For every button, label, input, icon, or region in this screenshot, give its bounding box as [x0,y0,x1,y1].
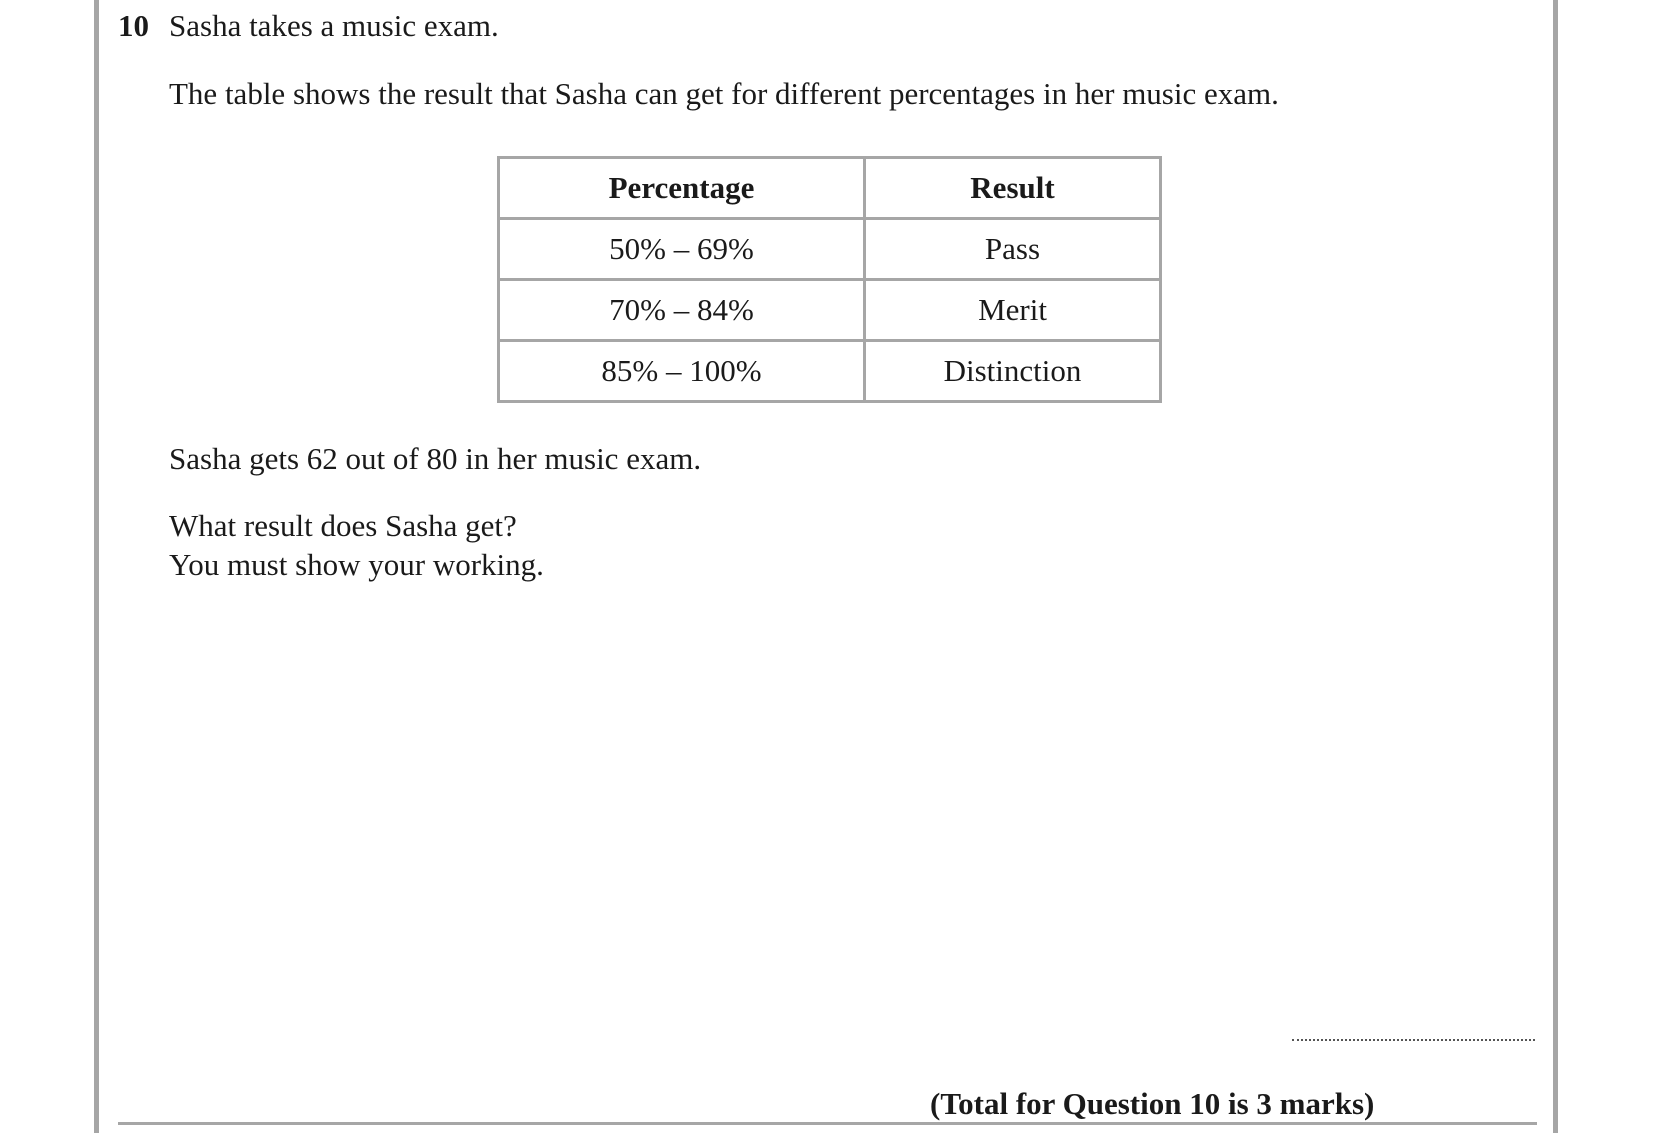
table-header-row [499,158,1161,219]
result-cell: Distinction [865,341,1161,402]
table-row [499,219,1161,280]
results-table [497,156,1162,403]
table-row [499,280,1161,341]
table-row [499,341,1161,402]
answer-line[interactable] [1292,1039,1535,1041]
bottom-divider [118,1122,1537,1125]
result-cell: Pass [865,219,1161,280]
result-cell: Merit [865,280,1161,341]
total-marks: (Total for Question 10 is 3 marks) [930,1086,1375,1121]
percentage-cell: 50% – 69% [499,219,865,280]
question-prompt: What result does Sasha get? [169,508,517,543]
percentage-cell: 85% – 100% [499,341,865,402]
question-description: The table shows the result that Sasha can get for different percentages in her music exam. [169,76,1279,111]
page-frame-right-border [1553,0,1558,1133]
question-intro: Sasha takes a music exam. [169,8,499,43]
page-frame-left-border [94,0,99,1133]
percentage-cell: 70% – 84% [499,280,865,341]
header-result: Result [865,158,1161,219]
working-instruction: You must show your working. [169,547,544,582]
score-statement: Sasha gets 62 out of 80 in her music exam. [169,441,702,476]
question-number: 10 [118,8,149,43]
header-percentage: Percentage [499,158,865,219]
